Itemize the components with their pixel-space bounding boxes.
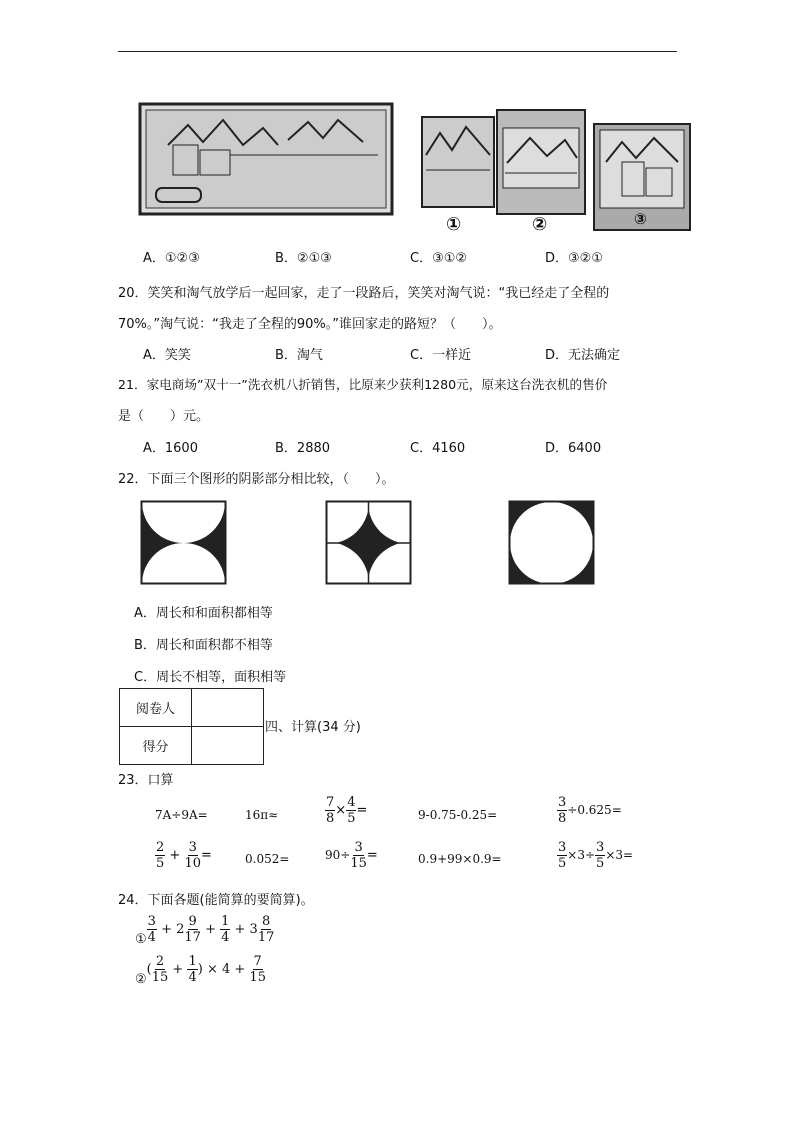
numerator: 3: [147, 914, 156, 929]
denominator: 8: [326, 811, 335, 826]
operator: ) × 4 +: [197, 962, 246, 977]
shape-four-quarter-circles: [325, 500, 413, 586]
q21-stem-line1: 21．家电商场”双十一”洗衣机八折销售，比原来少获利1280元，原来这台洗衣机的售价: [118, 377, 608, 392]
denominator: 4: [188, 970, 197, 985]
calc-b: 16π≈: [245, 808, 279, 822]
expression-tail: ×3=: [605, 848, 634, 862]
numerator: 4: [347, 795, 356, 810]
calc-d: 9-0.75-0.25=: [418, 808, 498, 822]
q22-option-a[interactable]: A．周长和和面积都相等: [134, 606, 273, 621]
expression-head: 90÷: [325, 848, 351, 862]
numerator: 3: [596, 840, 605, 855]
q24-title: 24．下面各题(能简算的要简算)。: [118, 893, 314, 908]
numerator: 1: [188, 954, 197, 969]
operator: + 2: [161, 922, 185, 937]
shape-inscribed-circle: [508, 500, 596, 586]
q21-option-a[interactable]: A．1600: [143, 441, 198, 456]
reviewer-cell[interactable]: [192, 689, 264, 727]
calc-f: [155, 840, 212, 871]
q20-stem-line1: 20．笑笑和淘气放学后一起回家，走了一段路后，笑笑对淘气说：“我已经走了全程的: [118, 286, 610, 301]
denominator: 15: [151, 970, 169, 985]
denominator: 8: [558, 811, 567, 826]
operator: +: [172, 962, 184, 977]
numerator: 2: [155, 954, 165, 969]
q20-stem-line2: 70%。”淘气说：“我走了全程的90%。”谁回家走的路短？（ ）。: [118, 317, 502, 332]
calc-g: 0.052=: [245, 852, 290, 866]
picture-1-label: ①: [446, 214, 462, 235]
equals: =: [366, 848, 378, 863]
calc-a: 7A÷9A=: [155, 808, 208, 822]
calc-i: 0.9+99×0.9=: [418, 852, 502, 866]
q23-title: 23．口算: [118, 773, 174, 788]
numerator: 3: [558, 840, 567, 855]
picture-2: [495, 108, 587, 216]
paren-open: (: [146, 962, 152, 977]
operator: ×: [335, 803, 347, 818]
landscape-picture: [138, 100, 394, 218]
numerator: 8: [261, 914, 271, 929]
denominator: 15: [350, 856, 367, 871]
denominator: 5: [596, 856, 605, 871]
q19-option-b[interactable]: B．②①③: [275, 251, 332, 266]
q20-option-d[interactable]: D．无法确定: [545, 348, 621, 363]
numerator: 3: [354, 840, 363, 855]
calc-j: [557, 840, 633, 871]
numerator: 3: [188, 840, 197, 855]
calc-c: [325, 795, 367, 826]
operator: + 3: [234, 922, 258, 937]
q24-expression-2: [135, 954, 266, 987]
item-label: ②: [135, 972, 147, 987]
numerator: 7: [326, 795, 335, 810]
equals: =: [201, 848, 212, 863]
q24-expression-1: [135, 914, 274, 947]
calc-h: [325, 840, 378, 871]
denominator: 15: [249, 970, 266, 985]
q22-option-c[interactable]: C．周长不相等，面积相等: [134, 670, 287, 685]
header-rule: [118, 51, 677, 52]
numerator: 7: [253, 954, 262, 969]
picture-2-label: ②: [532, 214, 548, 235]
equals: =: [356, 803, 368, 818]
picture-1: [420, 115, 496, 210]
denominator: 4: [147, 930, 156, 945]
q20-option-b[interactable]: B．淘气: [275, 348, 323, 363]
q21-stem-line2: 是（ ）元。: [118, 409, 210, 424]
q21-option-c[interactable]: C．4160: [410, 441, 466, 456]
q19-option-c[interactable]: C．③①②: [410, 251, 468, 266]
denominator: 4: [221, 930, 230, 945]
q21-option-d[interactable]: D．6400: [545, 441, 602, 456]
picture-3-label: ③: [634, 210, 647, 228]
score-cell[interactable]: [192, 727, 264, 765]
expression-tail: ÷0.625=: [567, 803, 622, 817]
q20-option-c[interactable]: C．一样近: [410, 348, 472, 363]
denominator: 5: [558, 856, 567, 871]
denominator: 10: [184, 856, 202, 871]
operator: +: [169, 848, 181, 863]
denominator: 5: [156, 856, 165, 871]
reviewer-label: 阅卷人: [120, 689, 192, 727]
numerator: 2: [156, 840, 165, 855]
numerator: 1: [221, 914, 230, 929]
q19-option-d[interactable]: D．③②①: [545, 251, 603, 266]
calc-e: [557, 795, 622, 826]
q22-option-b[interactable]: B．周长和面积都不相等: [134, 638, 273, 653]
operator: +: [205, 922, 216, 937]
expression-mid: ×3÷: [567, 848, 596, 862]
shape-two-semicircles: [140, 500, 228, 586]
numerator: 9: [188, 914, 197, 929]
q21-option-b[interactable]: B．2880: [275, 441, 331, 456]
q19-option-a[interactable]: A．①②③: [143, 251, 200, 266]
numerator: 3: [558, 795, 567, 810]
item-label: ①: [135, 932, 147, 947]
q20-option-a[interactable]: A．笑笑: [143, 348, 191, 363]
score-table: [119, 688, 264, 765]
q22-stem: 22．下面三个图形的阴影部分相比较，（ ）。: [118, 472, 395, 487]
score-label: 得分: [120, 727, 192, 765]
denominator: 5: [347, 811, 356, 826]
denominator: 17: [184, 930, 201, 945]
section-title: 四、计算(34 分): [265, 720, 361, 735]
denominator: 17: [257, 930, 275, 945]
